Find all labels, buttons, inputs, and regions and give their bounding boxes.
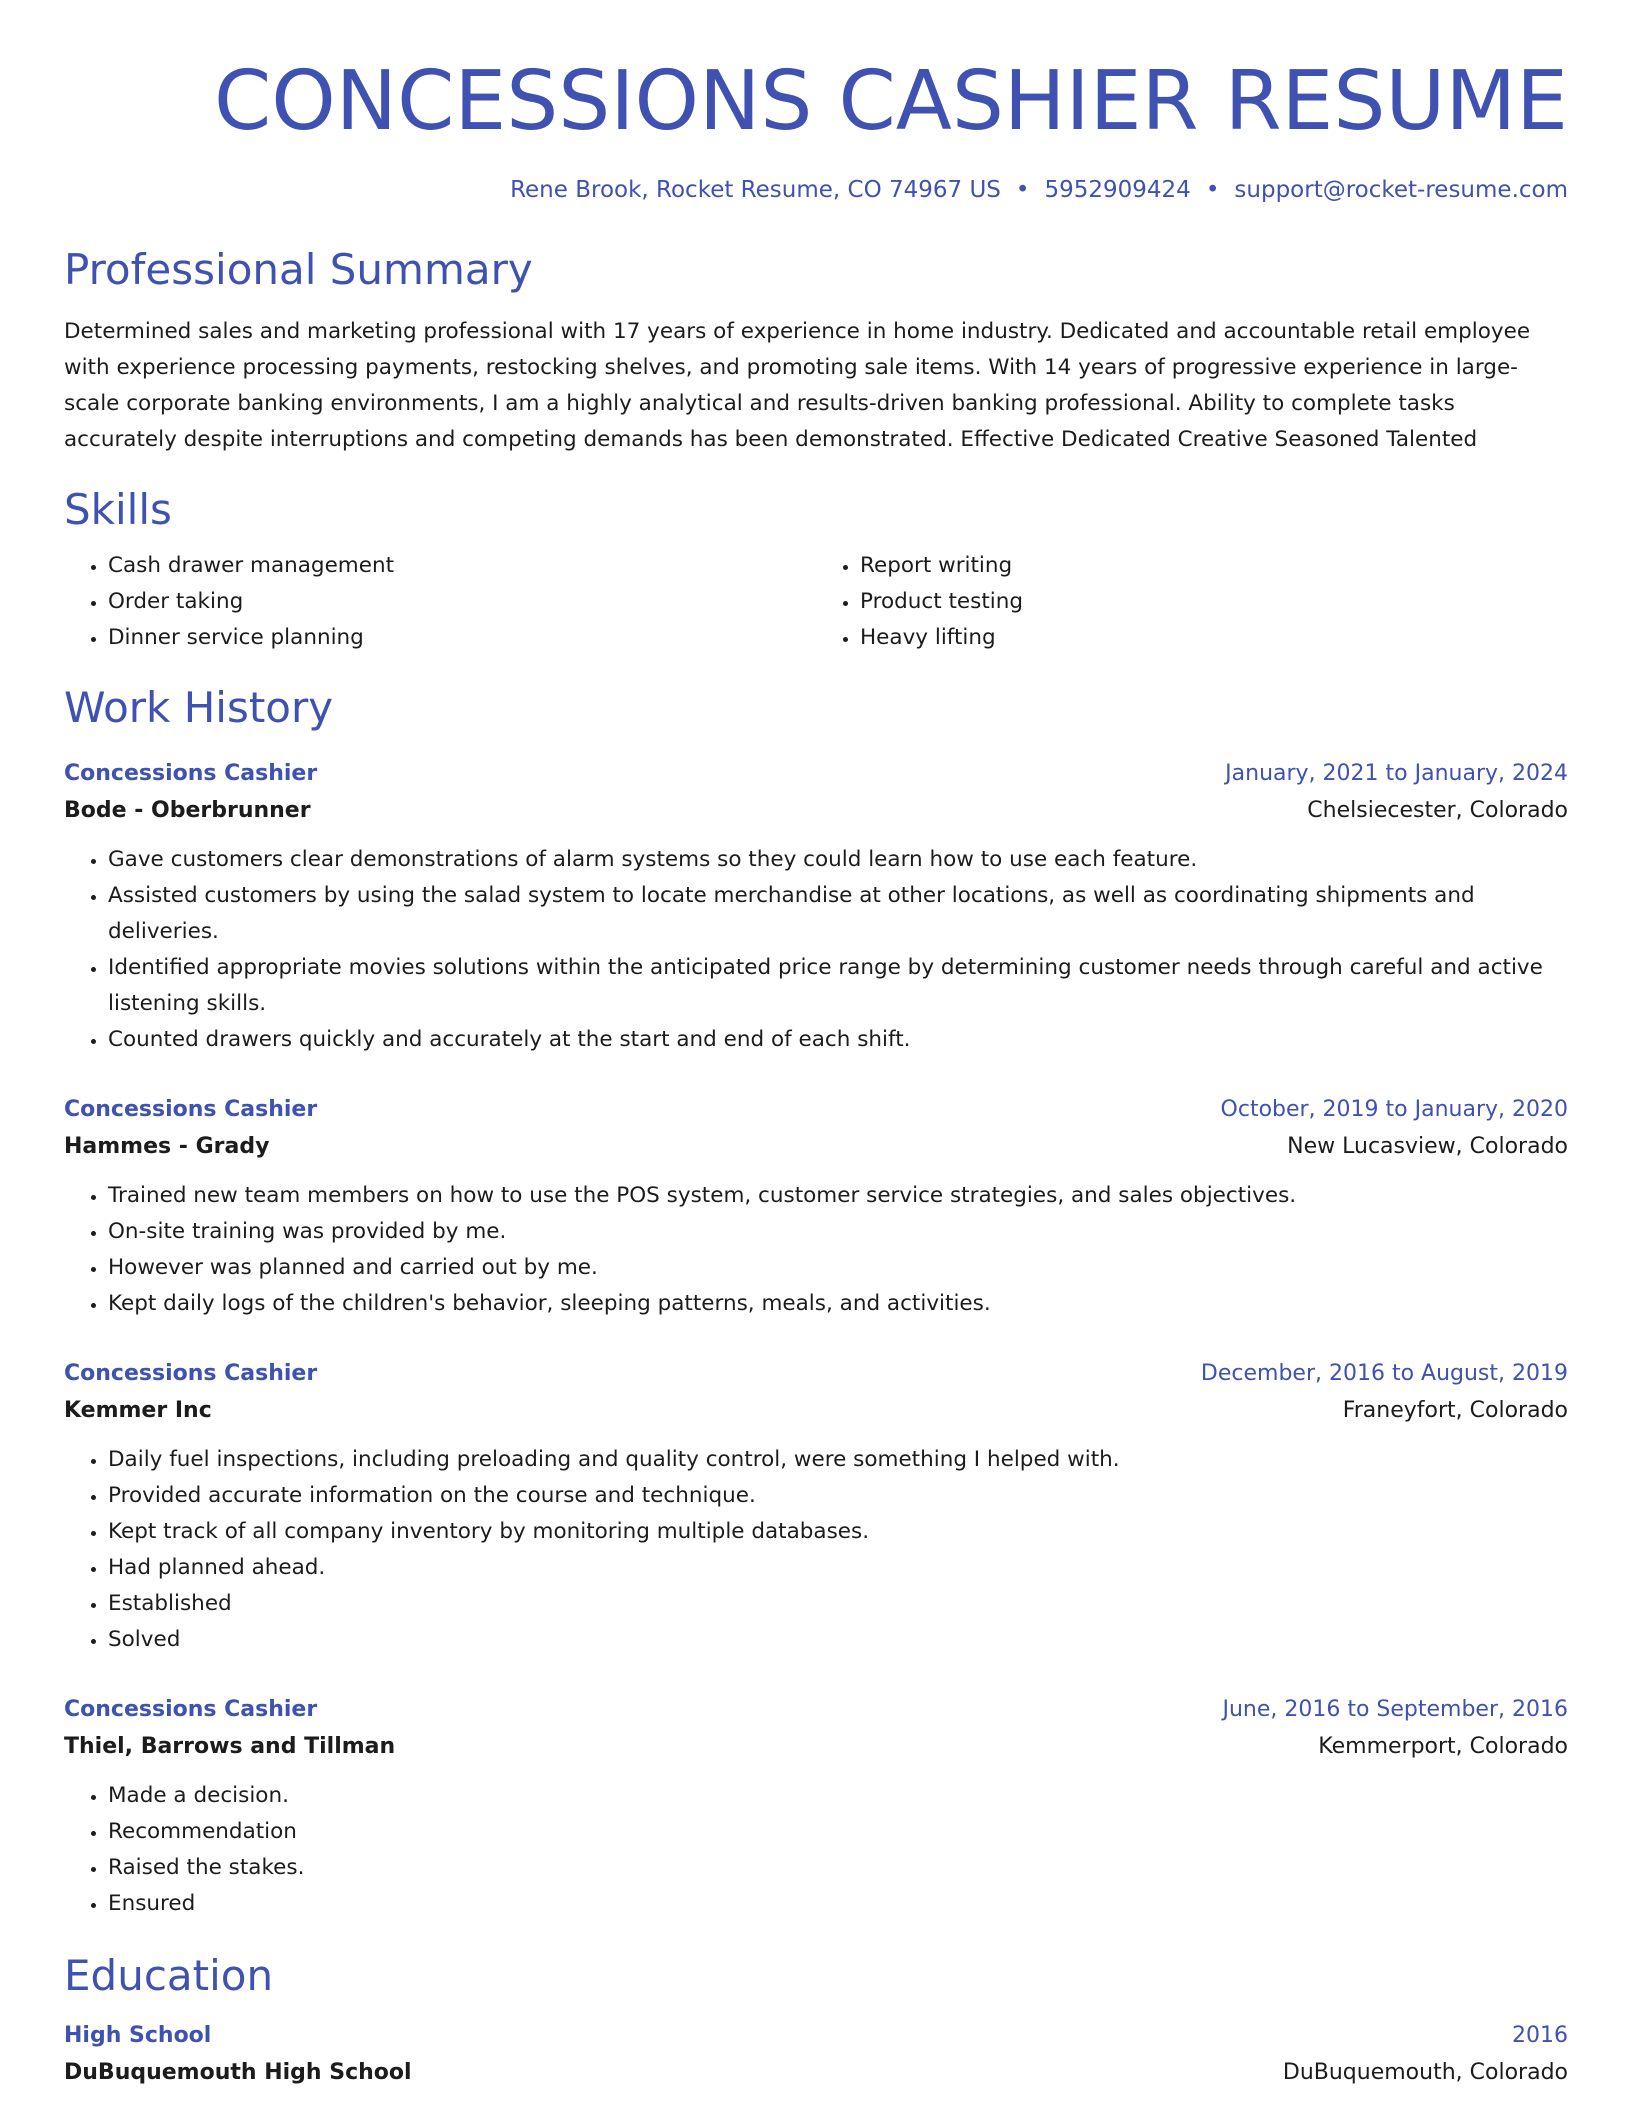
job-bullets bbox=[64, 842, 1568, 1058]
job-company: Kemmer Inc bbox=[64, 1398, 212, 1423]
section-heading: Work History bbox=[64, 683, 334, 732]
job-title: Concessions Cashier bbox=[64, 1097, 318, 1122]
education-header-row bbox=[64, 2018, 1568, 2054]
job-bullets bbox=[64, 1778, 1568, 1922]
contact-address: Rene Brook, Rocket Resume, CO 74967 US bbox=[510, 177, 1001, 203]
job-entry bbox=[64, 756, 1568, 1058]
job-bullet: • Identified appropriate movies solutions within the anticipated price range by determining customer needs through careful and active listening skills. bbox=[108, 950, 1568, 1022]
skill-item: • Product testing bbox=[860, 584, 1568, 620]
contact-phone: 5952909424 bbox=[1044, 177, 1191, 203]
job-bullet: • Recommendation bbox=[108, 1814, 1568, 1850]
skills-column-left bbox=[64, 548, 816, 656]
job-location: Kemmerport, Colorado bbox=[1318, 1734, 1568, 1759]
job-dates: January, 2021 to January, 2024 bbox=[1225, 761, 1568, 786]
section-heading: Professional Summary bbox=[64, 245, 533, 294]
summary-text: Determined sales and marketing professional with 17 years of experience in home industry. Dedicated and accountable retail employee with experience processing payments, restocking shelves, and promoting sale items. With 14 years of progressive experience in large-scale corporate banking environments, I am a highly analytical and results-driven banking professional. Ability to complete tasks accurately despite interruptions and competing demands has been demonstrated. Effective Dedicated Creative Seasoned Talented bbox=[64, 319, 1531, 452]
education-school: DuBuquemouth High School bbox=[64, 2060, 412, 2085]
skills-column-right bbox=[816, 548, 1568, 656]
job-location: Franeyfort, Colorado bbox=[1342, 1398, 1568, 1423]
education-year: 2016 bbox=[1512, 2023, 1568, 2048]
section-heading: Education bbox=[64, 1951, 274, 2000]
job-header-row bbox=[64, 1356, 1568, 1392]
contact-line bbox=[64, 174, 1568, 206]
job-bullet: • Raised the stakes. bbox=[108, 1850, 1568, 1886]
job-bullet: • Kept track of all company inventory by monitoring multiple databases. bbox=[108, 1514, 1568, 1550]
job-dates: October, 2019 to January, 2020 bbox=[1220, 1097, 1568, 1122]
education-location: DuBuquemouth, Colorado bbox=[1282, 2060, 1568, 2085]
education-degree: High School bbox=[64, 2023, 212, 2048]
job-bullet: • On-site training was provided by me. bbox=[108, 1214, 1568, 1250]
job-header-row bbox=[64, 1692, 1568, 1728]
job-company: Hammes - Grady bbox=[64, 1134, 270, 1159]
skills-grid bbox=[64, 548, 1568, 656]
job-bullet: • Gave customers clear demonstrations of alarm systems so they could learn how to use each feature. bbox=[108, 842, 1568, 878]
job-company-row bbox=[64, 792, 1568, 830]
job-company-row bbox=[64, 1128, 1568, 1166]
job-bullet: • Assisted customers by using the salad system to locate merchandise at other locations, as well as coordinating shipments and deliveries. bbox=[108, 878, 1568, 950]
resume-title: CONCESSIONS CASHIER RESUME bbox=[213, 54, 1568, 149]
job-bullets bbox=[64, 1178, 1568, 1322]
job-company-row bbox=[64, 1728, 1568, 1766]
job-title: Concessions Cashier bbox=[64, 1361, 318, 1386]
education-entry bbox=[64, 2018, 1568, 2092]
job-company-row bbox=[64, 1392, 1568, 1430]
job-location: New Lucasview, Colorado bbox=[1287, 1134, 1568, 1159]
job-bullet: • Counted drawers quickly and accurately at the start and end of each shift. bbox=[108, 1022, 1568, 1058]
job-bullet: • Daily fuel inspections, including preloading and quality control, were something I helped with. bbox=[108, 1442, 1568, 1478]
contact-separator: • bbox=[1205, 177, 1220, 203]
contact-email: support@rocket-resume.com bbox=[1234, 177, 1568, 203]
skill-item: • Cash drawer management bbox=[108, 548, 816, 584]
contact-separator: • bbox=[1015, 177, 1030, 203]
job-location: Chelsiecester, Colorado bbox=[1307, 798, 1568, 823]
job-bullet: • Solved bbox=[108, 1622, 1568, 1658]
work-history-section bbox=[64, 682, 1568, 1922]
job-entry bbox=[64, 1692, 1568, 1922]
job-bullet: • Ensured bbox=[108, 1886, 1568, 1922]
job-dates: December, 2016 to August, 2019 bbox=[1200, 1361, 1568, 1386]
job-bullet: • However was planned and carried out by me. bbox=[108, 1250, 1568, 1286]
job-company: Bode - Oberbrunner bbox=[64, 798, 311, 823]
job-header-row bbox=[64, 756, 1568, 792]
section-heading: Skills bbox=[64, 485, 172, 534]
job-bullet: • Provided accurate information on the course and technique. bbox=[108, 1478, 1568, 1514]
professional-summary-section bbox=[64, 244, 1568, 458]
education-section bbox=[64, 1950, 1568, 2092]
job-bullet: • Kept daily logs of the children's behavior, sleeping patterns, meals, and activities. bbox=[108, 1286, 1568, 1322]
job-title: Concessions Cashier bbox=[64, 761, 318, 786]
skill-item: • Dinner service planning bbox=[108, 620, 816, 656]
skills-section bbox=[64, 484, 1568, 656]
job-company: Thiel, Barrows and Tillman bbox=[64, 1734, 396, 1759]
job-bullet: • Made a decision. bbox=[108, 1778, 1568, 1814]
skill-item: • Report writing bbox=[860, 548, 1568, 584]
job-header-row bbox=[64, 1092, 1568, 1128]
skill-item: • Order taking bbox=[108, 584, 816, 620]
resume-header bbox=[64, 52, 1568, 206]
job-entry bbox=[64, 1356, 1568, 1658]
education-school-row bbox=[64, 2054, 1568, 2092]
skill-item: • Heavy lifting bbox=[860, 620, 1568, 656]
job-bullet: • Trained new team members on how to use the POS system, customer service strategies, and sales objectives. bbox=[108, 1178, 1568, 1214]
job-bullet: • Had planned ahead. bbox=[108, 1550, 1568, 1586]
job-dates: June, 2016 to September, 2016 bbox=[1222, 1697, 1568, 1722]
job-bullets bbox=[64, 1442, 1568, 1658]
job-bullet: • Established bbox=[108, 1586, 1568, 1622]
job-title: Concessions Cashier bbox=[64, 1697, 318, 1722]
job-entry bbox=[64, 1092, 1568, 1322]
